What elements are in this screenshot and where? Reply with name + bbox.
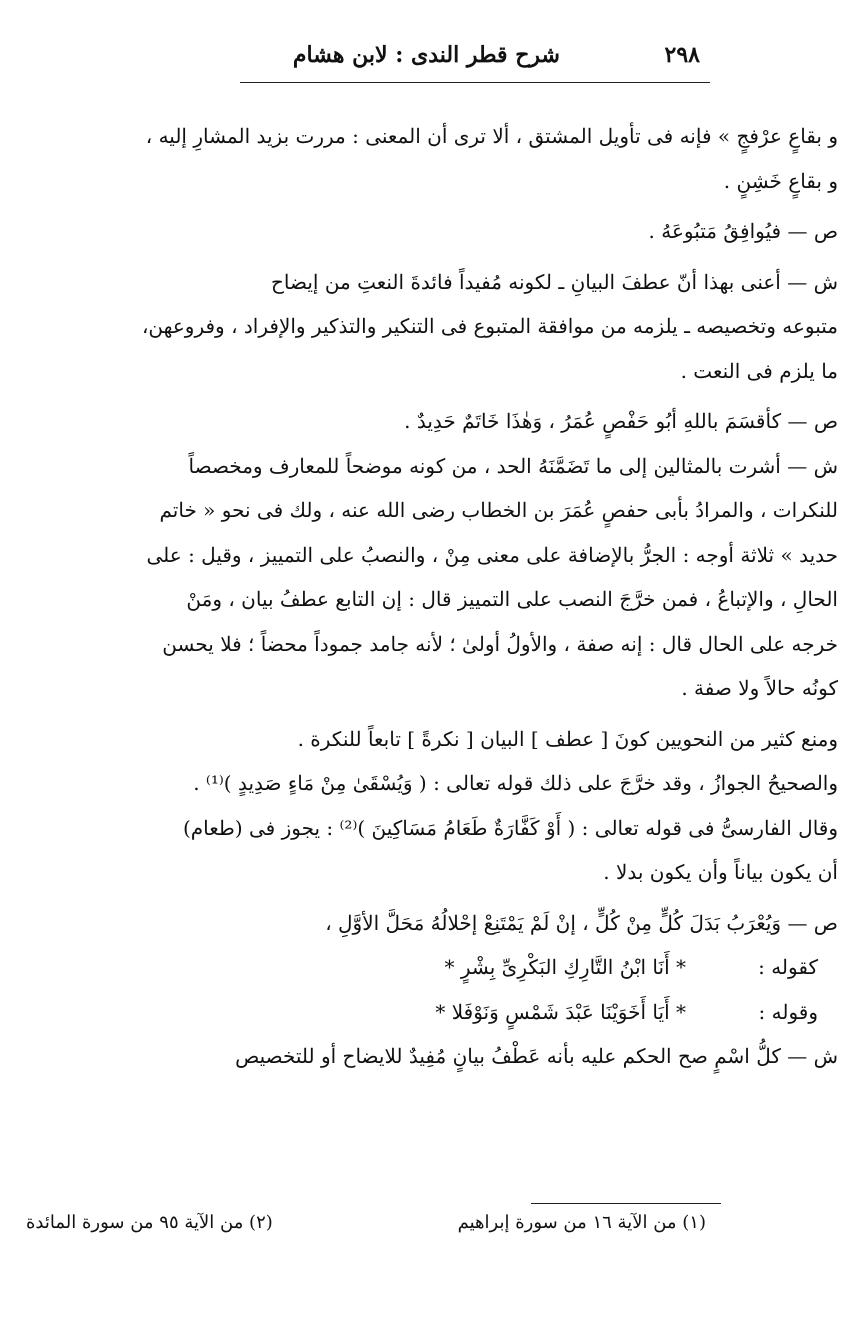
footnote-1: (١) من الآية ١٦ من سورة إبراهيم (457, 1212, 706, 1233)
main-text (18, 114, 838, 1079)
verse-line (18, 990, 838, 1035)
text-line: و بقاعٍ خَشِنٍ . (723, 168, 838, 193)
text-line: ما يلزم فى النعت . (680, 358, 838, 383)
text-line: وقال الفارسىُّ فى قوله تعالى : ( أَوْ كَفَّارَةٌ طَعَامُ مَسَاكِينَ )⁽²⁾ : يجوز فى (طعام) (182, 815, 838, 840)
footnote-2: (٢) من الآية ٩٥ من سورة المائدة (26, 1212, 273, 1233)
page-number: ٢٩٨ (664, 42, 700, 68)
text-line: للنكرات ، والمرادُ بأبى حفصٍ عُمَرَ بن الخطاب رضى الله عنه ، ولك فى نحو « خاتم (159, 498, 838, 522)
verse-line (18, 945, 838, 990)
running-header (240, 42, 710, 83)
footnotes (26, 1208, 706, 1238)
text-line: ش — أعنى بهذا أنّ عطفَ البيانِ ـ لكونه مُفيداً فائدةَ النعتِ من إيضاح (270, 269, 838, 294)
verse-label: وقوله : (758, 999, 818, 1024)
text-line: ص — فيُوافِقُ مَتبُوعَهُ . (648, 219, 838, 243)
text-line: كونُه حالاً ولا صفة . (681, 676, 838, 700)
verse-text: * أَنَا ابْنُ التَّارِكِ البَكْرِىِّ بِشْرٍ * (444, 955, 686, 979)
text-line: حديد » ثلاثة أوجه : الجرُّ بالإضافة على معنى مِنْ ، والنصبُ على التمييز ، وقيل : على (146, 542, 838, 567)
text-line: ش — كلُّ اسْمٍ صح الحكم عليه بأنه عَطْفُ بيانٍ مُفِيدٌ للايضاح أو للتخصيص (235, 1044, 838, 1068)
text-line: و بقاعٍ عرْفجٍ » فإنه فى تأويل المشتق ، ألا ترى أن المعنى : مررت بزيد المشارِ إليه ، (145, 124, 838, 148)
running-title: شرح قطر الندى : لابن هشام (292, 42, 560, 68)
text-line: أن يكون بياناً وأن يكون بدلا . (603, 860, 838, 884)
text-line: الحالِ ، والإتباعُ ، فمن خرَّجَ النصب على التمييز قال : إن التابع عطفُ بيان ، ومَنْ (186, 587, 838, 611)
text-line: والصحيحُ الجوازُ ، وقد خرَّجَ على ذلك قوله تعالى : ( وَيُسْقَىٰ مِنْ مَاءٍ صَدِيدٍ )⁽¹⁾ . (193, 771, 838, 795)
verse-label: كقوله : (758, 955, 818, 979)
text-line: ومنع كثير من النحويين كونَ [ عطف ] البيان [ نكرةً ] تابعاً للنكرة . (297, 726, 838, 751)
text-line: ش — أشرت بالمثالين إلى ما تَضَمَّنَهُ الحد ، من كونه موضحاً للمعارف ومخصصاً (188, 453, 838, 478)
text-line: ص — وَيُعْرَبُ بَدَلَ كُلٍّ مِنْ كُلٍّ ، إنْ لَمْ يَمْتَنِعْ إحْلالُهُ مَحَلَّ الأوَّلِ ، (325, 910, 838, 935)
verse-text: * أَيَا أَخَوَيْنَا عَبْدَ شَمْسٍ وَنَوْفَلا * (435, 999, 686, 1024)
text-line: ص — كأقسَمَ باللهِ أبُو حَفْصٍ عُمَرُ ، وَهٰذَا خَاتَمٌ حَدِيدٌ . (404, 409, 838, 433)
footnote-separator (531, 1203, 721, 1204)
text-line: متبوعه وتخصيصه ـ يلزمه من موافقة المتبوع فى التنكير والتذكير والإفراد ، وفروعهن، (141, 314, 838, 338)
text-line: خرجه على الحال قال : إنه صفة ، والأولُ أولىٰ ؛ لأنه جامد جموداً محضاً ؛ فلا يحسن (162, 631, 838, 656)
